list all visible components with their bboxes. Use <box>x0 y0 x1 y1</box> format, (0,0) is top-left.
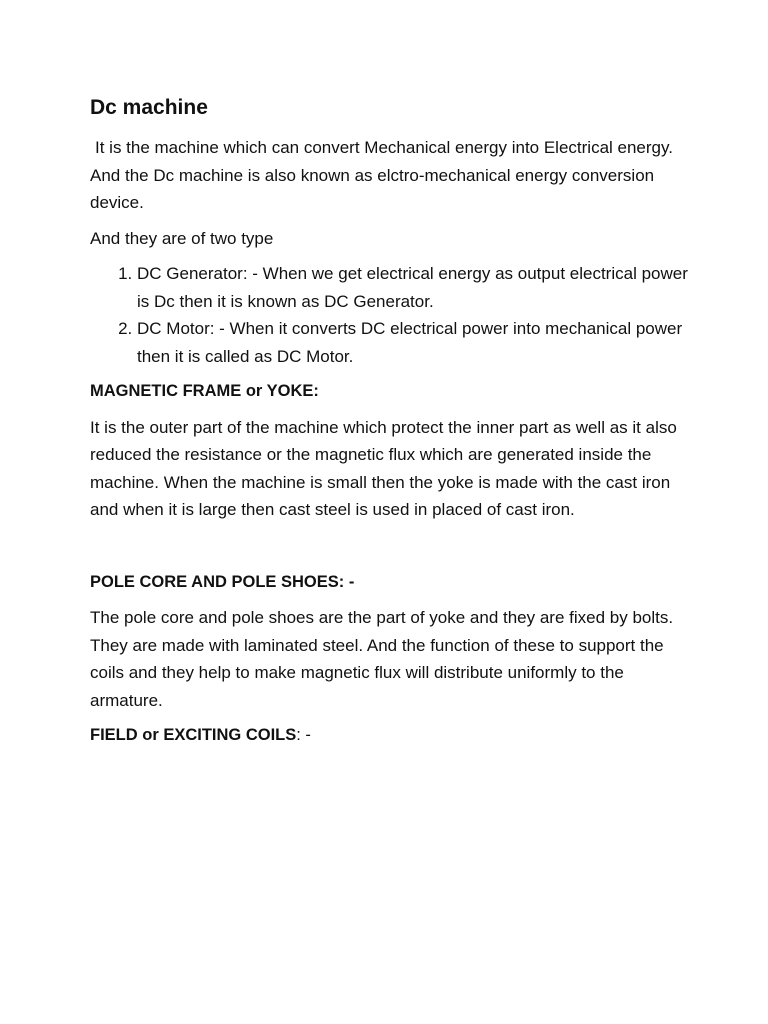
field-coils-label: FIELD or EXCITING COILS <box>90 726 297 744</box>
heading-pole-core: POLE CORE AND POLE SHOES: - <box>90 572 355 591</box>
field-coils-suffix: : - <box>296 726 311 744</box>
document-title: Dc machine <box>90 96 208 119</box>
types-intro: And they are of two type <box>90 228 274 248</box>
document-page <box>90 92 690 750</box>
paragraph-pole-core: The pole core and pole shoes are the part of yoke and they are fixed by bolts. They are made with laminated steel. And the function of these to support the coils and they help to make magnetic flux will distribute uniformly to the armature. <box>90 608 674 710</box>
list-item-dc-generator: 1. DC Generator: - When we get electrical energy as output electrical power is Dc then it is known as DC Generator. <box>137 260 690 315</box>
heading-field-coils <box>90 722 690 750</box>
types-list <box>90 260 690 370</box>
paragraph-magnetic-frame: It is the outer part of the machine which protect the inner part as well as it also reduced the resistance or the magnetic flux which are generated inside the machine. When the machine is small then the yoke is made with the cast iron and when it is large then cast steel is used in placed of cast iron. <box>90 417 677 519</box>
list-item-dc-motor: 2. DC Motor: - When it converts DC electrical power into mechanical power then it is called as DC Motor. <box>137 315 690 370</box>
heading-magnetic-frame: MAGNETIC FRAME or YOKE: <box>90 382 319 400</box>
intro-paragraph: It is the machine which can convert Mechanical energy into Electrical energy. And the Dc machine is also known as elctro-mechanical energy conversion device. <box>90 138 673 212</box>
